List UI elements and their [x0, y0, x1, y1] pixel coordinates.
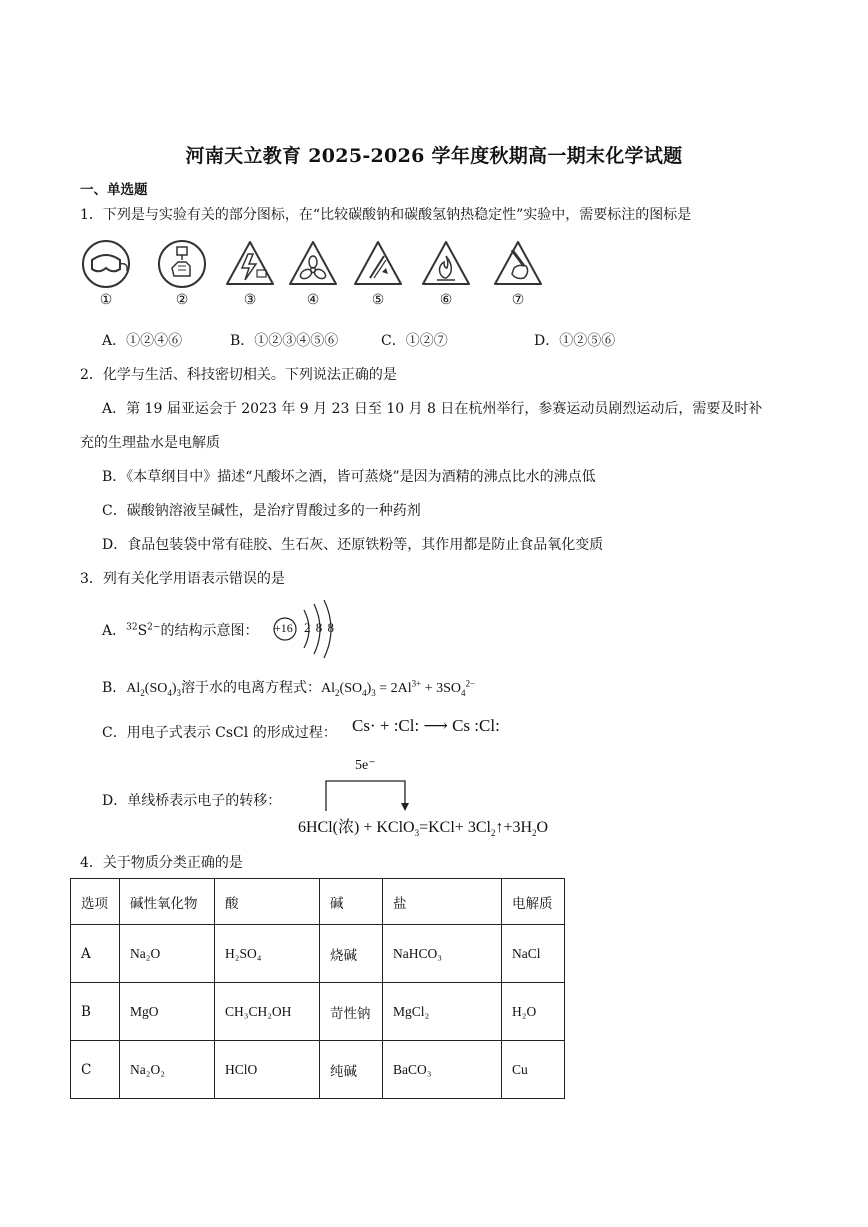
- q3-a-prefix: A．: [102, 623, 127, 639]
- ventilation-fan-icon: [287, 238, 339, 290]
- electricity-icon: [224, 238, 276, 290]
- table-header-row: [71, 879, 565, 925]
- icon-label-2: ②: [175, 292, 189, 308]
- q2-stem: 2．化学与生活、科技密切相关。下列说法正确的是: [80, 367, 397, 383]
- icon-label-4: ④: [306, 292, 320, 308]
- electron-formula: Cs· + :Cl: ⟶ Cs :Cl:: [352, 716, 500, 735]
- table-row: [71, 1041, 565, 1099]
- redox-equation: 6HCl(浓) + KClO$_3$=KCl+ $3Cl_2↑+3H_2O$: [298, 819, 549, 839]
- icon-label-3: ③: [243, 292, 257, 308]
- ionization-equation: $Al_2(SO_4)_3 = 2Al^{3+} + 3SO_4^{2-}$: [321, 678, 476, 698]
- isotope-mass: 32: [126, 622, 138, 633]
- q3-stem: 3．列有关化学用语表示错误的是: [80, 571, 285, 587]
- redox-left: 6HCl(浓) + KClO: [298, 819, 415, 836]
- table-cell: Na₂O: [120, 925, 215, 983]
- heating-flame-icon: [420, 238, 472, 290]
- table-cell: NaHCO₃: [383, 925, 502, 983]
- q2-option-a-line1: A．第 19 届亚运会于 2023 年 9 月 23 日至 10 月 8 日在杭州举行，参赛运动员剧烈运动后，需要及时补: [102, 401, 763, 417]
- table-cell: CH₃CH₂OH: [215, 983, 320, 1041]
- q3-b-prefix: B．: [102, 680, 127, 696]
- page-title: 河南天立教育 2025-2026 学年度秋期高一期末化学试题: [185, 145, 683, 167]
- table-cell: HClO: [215, 1041, 320, 1099]
- table-cell: NaCl: [502, 925, 565, 983]
- redox-mid: =KCl+ 3Cl: [419, 819, 491, 836]
- table-cell: H₂O: [502, 983, 565, 1041]
- header-cell: 选项: [71, 879, 120, 925]
- table-cell: C: [71, 1041, 120, 1099]
- q2-option-d: D．食品包装袋中常有硅胶、生石灰、还原铁粉等，其作用都是防止食品氧化变质: [102, 537, 604, 553]
- table-cell: A: [71, 925, 120, 983]
- hot-burn-icon: [492, 238, 544, 290]
- electron-transfer-label: 5e⁻: [355, 758, 376, 773]
- icon-label-6: ⑥: [439, 292, 453, 308]
- q4-stem: 4．关于物质分类正确的是: [80, 855, 243, 871]
- q2-option-a-line2: 充的生理盐水是电解质: [80, 435, 220, 451]
- electron-shells: 2 8 8: [304, 620, 335, 635]
- redox-right: +3H: [503, 819, 533, 836]
- header-cell: 酸: [215, 879, 320, 925]
- table-cell: Na₂O₂: [120, 1041, 215, 1099]
- q1-option-b: B．①②③④⑤⑥: [230, 333, 339, 349]
- ion-charge: 2−: [147, 622, 161, 633]
- q3-a-text: 的结构示意图：: [160, 623, 259, 639]
- table-cell: H₂SO₄: [215, 925, 320, 983]
- icon-label-1: ①: [99, 292, 113, 308]
- goggles-icon: [80, 238, 132, 290]
- table-cell: 烧碱: [320, 925, 383, 983]
- icon-label-5: ⑤: [371, 292, 385, 308]
- header-cell: 盐: [383, 879, 502, 925]
- sharp-object-icon: [352, 238, 404, 290]
- q1-option-d: D．①②⑤⑥: [534, 333, 616, 349]
- q1-option-c: C．①②⑦: [381, 333, 448, 349]
- single-bridge-arrow: [320, 777, 412, 813]
- q2-option-b: B．《本草纲目中》描述“凡酸坏之酒，皆可蒸烧”是因为酒精的沸点比水的沸点低: [102, 469, 596, 485]
- table-row: [71, 925, 565, 983]
- header-cell: 电解质: [502, 879, 565, 925]
- sulfur-symbol: S: [137, 623, 148, 639]
- q1-option-a: A．①②④⑥: [102, 333, 183, 349]
- table-cell: B: [71, 983, 120, 1041]
- table-cell: MgCl₂: [383, 983, 502, 1041]
- nucleus-charge: +16: [274, 621, 293, 635]
- q3-option-d: D．单线桥表示电子的转移：: [102, 793, 282, 809]
- header-cell: 碱: [320, 879, 383, 925]
- table-cell: BaCO₃: [383, 1041, 502, 1099]
- hand-wash-icon: [156, 238, 208, 290]
- table-cell: 纯碱: [320, 1041, 383, 1099]
- q3-option-a: [102, 620, 258, 640]
- q3-b-text: 溶于水的电离方程式：: [181, 680, 322, 696]
- q3-option-c: C．用电子式表示 CsCl 的形成过程：: [102, 725, 337, 741]
- table-cell: MgO: [120, 983, 215, 1041]
- header-cell: 碱性氧化物: [120, 879, 215, 925]
- q1-stem: 1．下列是与实验有关的部分图标，在“比较碳酸钠和碳酸氢钠热稳定性”实验中，需要标注的图标是: [80, 207, 692, 223]
- q2-option-c: C．碳酸钠溶液呈碱性，是治疗胃酸过多的一种药剂: [102, 503, 421, 519]
- q3-option-b: [102, 677, 475, 698]
- aluminium-sulfate-formula: $Al_2(SO_4)_3$: [126, 681, 182, 698]
- section-heading: 一、单选题: [80, 182, 148, 198]
- table-row: [71, 983, 565, 1041]
- table-cell: Cu: [502, 1041, 565, 1099]
- classification-table: [70, 878, 565, 1099]
- icon-label-7: ⑦: [511, 292, 525, 308]
- q1-icon-row: [80, 238, 560, 308]
- table-cell: 苛性钠: [320, 983, 383, 1041]
